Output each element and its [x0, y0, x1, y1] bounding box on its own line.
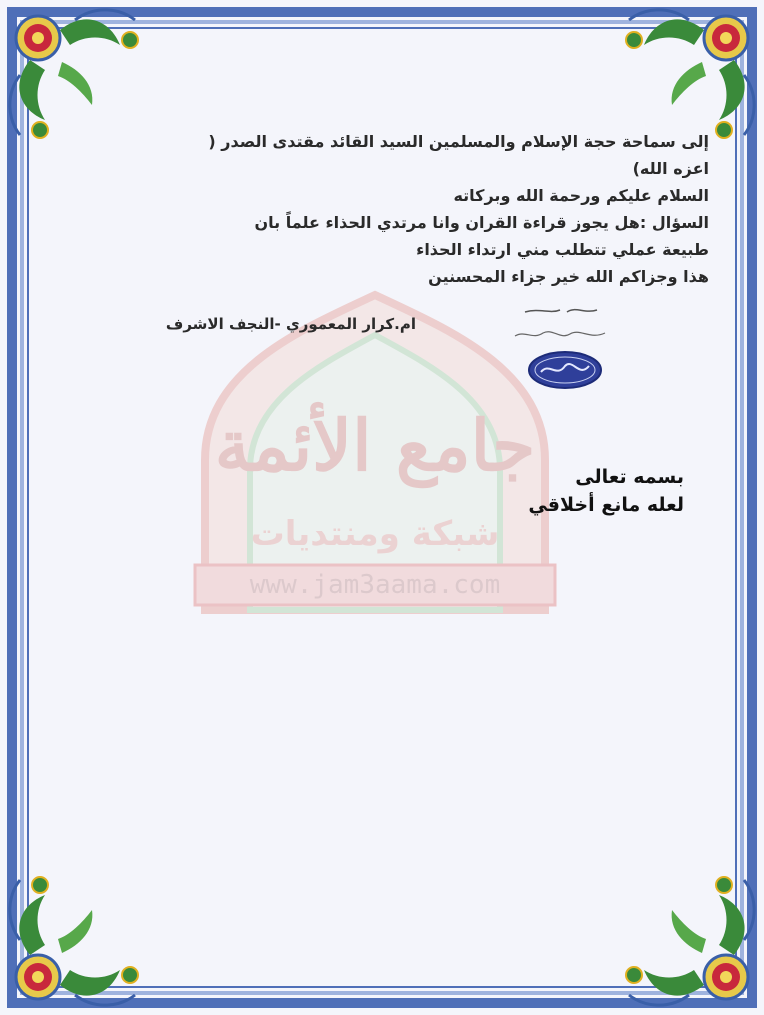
- watermark-logo-text: جامع الأئمة: [214, 404, 536, 487]
- letter-line: طبيعة عملي تتطلب مني ارتداء الحذاء: [416, 240, 709, 259]
- answer-line-ruling: لعله مانع أخلاقي: [528, 494, 684, 516]
- signature-seal: [505, 300, 615, 395]
- sender-name: ام.كرار المعموري -النجف الاشرف: [165, 315, 416, 333]
- letter-line: إلى سماحة حجة الإسلام والمسلمين السيد القائد مقتدى الصدر (: [208, 132, 709, 151]
- letter-line: السلام عليكم ورحمة الله وبركاته: [453, 186, 709, 205]
- answer-line-basmala: بسمه تعالى: [575, 466, 684, 488]
- watermark-url: www.jam3aama.com: [249, 570, 501, 600]
- answer-block: [528, 463, 684, 519]
- watermark-subtitle: شبكة ومنتديات: [250, 514, 500, 554]
- letter-line: السؤال :هل يجوز قراءة القران وانا مرتدي الحذاء علماً بان: [254, 213, 709, 232]
- letter-line: اعزه الله): [632, 159, 709, 178]
- letter-line: هذا وجزاكم الله خير جزاء المحسنين: [428, 267, 709, 286]
- question-letter: [109, 128, 709, 290]
